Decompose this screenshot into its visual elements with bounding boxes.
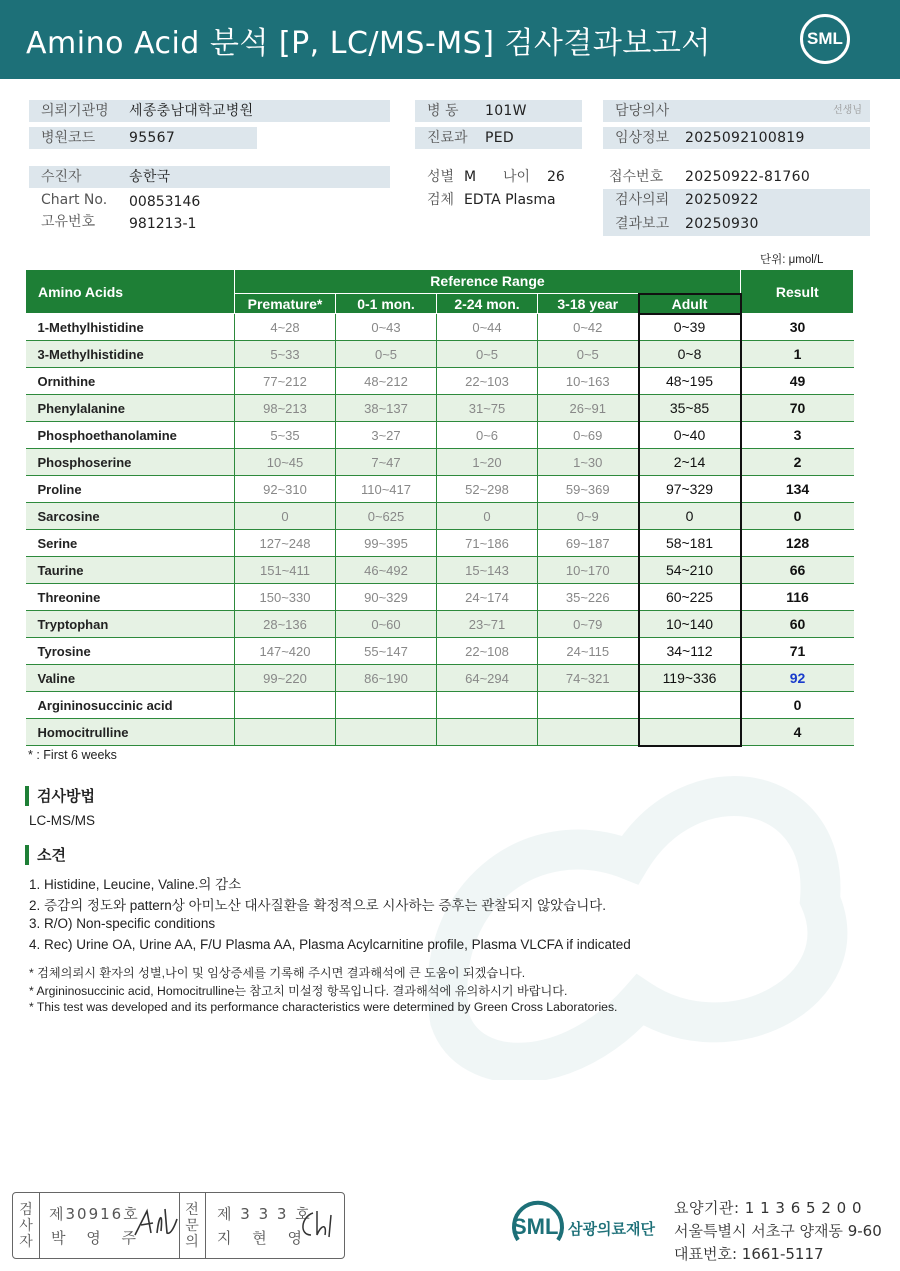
finding-line: 4. Rec) Urine OA, Urine AA, F/U Plasma AA, Plasma Acylcarnitine profile, Plasma VLCFA if indicated — [29, 937, 631, 952]
request-value: 20250922 — [685, 192, 759, 208]
clinical-value: 2025092100819 — [685, 130, 805, 146]
amino-acid-name: Phosphoethanolamine — [26, 422, 235, 449]
request-report-field — [603, 189, 870, 236]
examiner-name: 박 영 주 — [51, 1229, 145, 1247]
table-row — [26, 476, 854, 503]
findings-title: 소견 — [25, 845, 66, 865]
reference-range-cell — [235, 719, 336, 746]
result-cell: 49 — [741, 368, 854, 395]
reference-range-cell: 46~492 — [336, 557, 437, 584]
institution-field — [29, 100, 390, 122]
header-amino-acids: Amino Acids — [26, 270, 235, 314]
reference-range-cell — [437, 692, 538, 719]
reference-range-cell: 4~28 — [235, 314, 336, 341]
result-cell: 60 — [741, 611, 854, 638]
amino-acid-name: Valine — [26, 665, 235, 692]
doctor-field — [603, 100, 870, 122]
reference-range-cell: 99~220 — [235, 665, 336, 692]
amino-acid-name: Threonine — [26, 584, 235, 611]
reference-range-cell: 0~44 — [437, 314, 538, 341]
result-cell: 30 — [741, 314, 854, 341]
request-label: 검사의뢰 — [615, 192, 670, 208]
unique-label: 고유번호 — [41, 214, 96, 230]
report-label: 결과보고 — [615, 216, 670, 232]
adult-range-cell: 35~85 — [639, 395, 741, 422]
age-value: 26 — [547, 169, 565, 185]
table-row — [26, 395, 854, 422]
chart-value: 00853146 — [129, 194, 201, 210]
finding-line: 3. R/O) Non-specific conditions — [29, 916, 216, 931]
result-cell: 92 — [741, 665, 854, 692]
reference-range-cell: 0~42 — [538, 314, 639, 341]
finding-line: 1. Histidine, Leucine, Valine.의 감소 — [29, 877, 242, 892]
reference-range-cell: 151~411 — [235, 557, 336, 584]
reference-range-cell: 127~248 — [235, 530, 336, 557]
result-cell: 0 — [741, 503, 854, 530]
header-0-1-mon: 0-1 mon. — [336, 294, 437, 314]
examiner-label: 검 사 자 — [19, 1201, 33, 1250]
examiner-number: 제30916호 — [49, 1205, 140, 1223]
org-logo — [510, 1200, 660, 1256]
amino-acid-name: Argininosuccinic acid — [26, 692, 235, 719]
chart-label: Chart No. — [41, 192, 108, 208]
amino-acid-name: Phosphoserine — [26, 449, 235, 476]
table-row — [26, 584, 854, 611]
dept-value: PED — [485, 130, 514, 146]
specimen-label: 검체 — [427, 192, 455, 208]
org-phone: 대표번호: 1661-5117 — [674, 1245, 824, 1263]
reference-range-cell: 0~5 — [336, 341, 437, 368]
org-logo-mark: SML — [512, 1214, 559, 1239]
reference-range-cell: 10~163 — [538, 368, 639, 395]
adult-range-cell: 0~40 — [639, 422, 741, 449]
result-cell: 70 — [741, 395, 854, 422]
table-row — [26, 611, 854, 638]
reference-range-cell: 64~294 — [437, 665, 538, 692]
reference-range-cell: 150~330 — [235, 584, 336, 611]
adult-range-cell: 119~336 — [639, 665, 741, 692]
reference-range-cell: 7~47 — [336, 449, 437, 476]
amino-table-body — [26, 314, 854, 746]
reference-range-cell — [235, 692, 336, 719]
reference-range-cell: 24~174 — [437, 584, 538, 611]
signature-box — [12, 1192, 345, 1259]
specialist-signature — [295, 1207, 339, 1241]
reference-range-cell: 0~79 — [538, 611, 639, 638]
reference-range-cell — [336, 692, 437, 719]
header-reference-range: Reference Range — [235, 270, 741, 294]
finding-line: 2. 증감의 정도와 pattern상 아미노산 대사질환을 확정적으로 시사하는 증후는 관찰되지 않았습니다. — [29, 898, 607, 913]
reference-range-cell: 92~310 — [235, 476, 336, 503]
ward-label: 병 동 — [427, 103, 459, 119]
result-cell: 1 — [741, 341, 854, 368]
reference-range-cell: 26~91 — [538, 395, 639, 422]
result-cell: 4 — [741, 719, 854, 746]
reference-range-cell: 0~60 — [336, 611, 437, 638]
adult-range-cell: 10~140 — [639, 611, 741, 638]
age-label: 나이 — [503, 169, 531, 185]
reference-range-cell: 5~33 — [235, 341, 336, 368]
org-code: 요양기관: 1 1 3 6 5 2 0 0 — [674, 1199, 863, 1217]
institution-value: 세종충남대학교병원 — [129, 103, 254, 119]
reference-range-cell: 0 — [437, 503, 538, 530]
reference-range-cell: 1~30 — [538, 449, 639, 476]
method-text: LC-MS/MS — [29, 813, 96, 828]
table-row — [26, 557, 854, 584]
reference-range-cell: 71~186 — [437, 530, 538, 557]
reference-range-cell: 52~298 — [437, 476, 538, 503]
adult-range-cell: 58~181 — [639, 530, 741, 557]
reference-range-cell: 23~71 — [437, 611, 538, 638]
adult-range-cell — [639, 719, 741, 746]
amino-acid-name: Proline — [26, 476, 235, 503]
doctor-label: 담당의사 — [615, 103, 670, 119]
reference-range-cell: 31~75 — [437, 395, 538, 422]
reference-range-cell: 0 — [235, 503, 336, 530]
doctor-suffix: 선생님 — [833, 105, 862, 116]
header-3-18-year: 3-18 year — [538, 294, 639, 314]
result-cell: 0 — [741, 692, 854, 719]
reference-range-cell: 10~45 — [235, 449, 336, 476]
reference-range-cell: 22~103 — [437, 368, 538, 395]
reference-range-cell: 0~5 — [538, 341, 639, 368]
patient-value: 송한국 — [129, 169, 171, 185]
reference-range-cell: 38~137 — [336, 395, 437, 422]
amino-acid-name: 1-Methylhistidine — [26, 314, 235, 341]
header-result: Result — [741, 270, 854, 314]
reference-range-cell: 59~369 — [538, 476, 639, 503]
patient-label: 수진자 — [41, 169, 82, 185]
reference-range-cell — [437, 719, 538, 746]
clinical-field — [603, 127, 870, 149]
amino-acid-name: Homocitrulline — [26, 719, 235, 746]
table-row — [26, 530, 854, 557]
reference-range-cell: 0~43 — [336, 314, 437, 341]
amino-acid-table — [25, 269, 854, 747]
amino-acid-name: Ornithine — [26, 368, 235, 395]
sex-value: M — [464, 169, 477, 185]
amino-acid-name: Tyrosine — [26, 638, 235, 665]
reference-range-cell — [538, 692, 639, 719]
amino-acid-name: Taurine — [26, 557, 235, 584]
header-premature: Premature* — [235, 294, 336, 314]
adult-range-cell: 60~225 — [639, 584, 741, 611]
hospital-code-value: 95567 — [129, 130, 176, 146]
reference-range-cell: 55~147 — [336, 638, 437, 665]
receipt-value: 20250922-81760 — [685, 169, 811, 185]
reference-range-cell: 10~170 — [538, 557, 639, 584]
result-cell: 128 — [741, 530, 854, 557]
premature-footnote: * : First 6 weeks — [28, 748, 117, 762]
table-row — [26, 314, 854, 341]
reference-range-cell — [538, 719, 639, 746]
sex-label: 성별 — [427, 169, 455, 185]
header-adult: Adult — [639, 294, 741, 314]
specialist-number: 제 3 3 3 호 — [217, 1205, 312, 1223]
reference-range-cell: 74~321 — [538, 665, 639, 692]
reference-range-cell — [336, 719, 437, 746]
reference-range-cell: 5~35 — [235, 422, 336, 449]
reference-range-cell: 48~212 — [336, 368, 437, 395]
adult-range-cell: 48~195 — [639, 368, 741, 395]
reference-range-cell: 0~9 — [538, 503, 639, 530]
header-2-24-mon: 2-24 mon. — [437, 294, 538, 314]
sml-logo: SML — [800, 14, 850, 64]
hospital-code-field — [29, 127, 257, 149]
amino-acid-name: Sarcosine — [26, 503, 235, 530]
table-row — [26, 368, 854, 395]
table-row — [26, 341, 854, 368]
note-line: * Argininosuccinic acid, Homocitrulline는 참고치 미설정 항목입니다. 결과해석에 유의하시기 바랍니다. — [29, 984, 568, 998]
reference-range-cell: 3~27 — [336, 422, 437, 449]
method-title: 검사방법 — [25, 786, 95, 806]
report-title: Amino Acid 분석 [P, LC/MS-MS] 검사결과보고서 — [26, 26, 711, 61]
ward-value: 101W — [485, 103, 527, 119]
table-row — [26, 503, 854, 530]
amino-acid-name: Phenylalanine — [26, 395, 235, 422]
reference-range-cell: 99~395 — [336, 530, 437, 557]
reference-range-cell: 15~143 — [437, 557, 538, 584]
unit-label: 단위: μmol/L — [760, 254, 824, 266]
reference-range-cell: 147~420 — [235, 638, 336, 665]
adult-range-cell: 97~329 — [639, 476, 741, 503]
reference-range-cell: 69~187 — [538, 530, 639, 557]
specimen-value: EDTA Plasma — [464, 192, 556, 208]
adult-range-cell: 0~39 — [639, 314, 741, 341]
receipt-label: 접수번호 — [609, 169, 664, 185]
reference-range-cell: 0~5 — [437, 341, 538, 368]
specialist-label: 전 문 의 — [185, 1201, 199, 1250]
dept-field — [415, 127, 582, 149]
note-line: * 검체의뢰시 환자의 성별,나이 및 임상증세를 기록해 주시면 결과해석에 큰 도움이 되겠습니다. — [29, 966, 526, 980]
dept-label: 진료과 — [427, 130, 468, 146]
table-row — [26, 692, 854, 719]
adult-range-cell: 0~8 — [639, 341, 741, 368]
reference-range-cell: 1~20 — [437, 449, 538, 476]
ward-field — [415, 100, 582, 122]
result-cell: 116 — [741, 584, 854, 611]
result-cell: 3 — [741, 422, 854, 449]
hospital-code-label: 병원코드 — [41, 130, 96, 146]
table-row — [26, 449, 854, 476]
reference-range-cell: 98~213 — [235, 395, 336, 422]
result-cell: 71 — [741, 638, 854, 665]
reference-range-cell: 90~329 — [336, 584, 437, 611]
table-row — [26, 638, 854, 665]
amino-acid-name: 3-Methylhistidine — [26, 341, 235, 368]
result-cell: 2 — [741, 449, 854, 476]
reference-range-cell: 0~625 — [336, 503, 437, 530]
adult-range-cell: 34~112 — [639, 638, 741, 665]
note-line: * This test was developed and its performance characteristics were determined by Green Cross Laboratories. — [29, 1000, 618, 1014]
table-row — [26, 719, 854, 746]
report-header — [0, 0, 900, 79]
clinical-label: 임상정보 — [615, 130, 670, 146]
patient-field — [29, 166, 390, 188]
reference-range-cell: 24~115 — [538, 638, 639, 665]
specialist-name: 지 현 영 — [217, 1229, 311, 1247]
result-cell: 134 — [741, 476, 854, 503]
reference-range-cell: 0~6 — [437, 422, 538, 449]
reference-range-cell: 86~190 — [336, 665, 437, 692]
adult-range-cell: 54~210 — [639, 557, 741, 584]
reference-range-cell: 28~136 — [235, 611, 336, 638]
watermark-logo — [390, 700, 870, 1080]
org-address: 서울특별시 서초구 양재동 9-60 — [674, 1222, 882, 1240]
amino-acid-name: Tryptophan — [26, 611, 235, 638]
institution-label: 의뢰기관명 — [41, 103, 109, 119]
adult-range-cell — [639, 692, 741, 719]
reference-range-cell: 110~417 — [336, 476, 437, 503]
unique-value: 981213-1 — [129, 216, 197, 232]
reference-range-cell: 0~69 — [538, 422, 639, 449]
table-row — [26, 665, 854, 692]
amino-acid-name: Serine — [26, 530, 235, 557]
reference-range-cell: 22~108 — [437, 638, 538, 665]
org-name: 삼광의료재단 — [568, 1220, 655, 1238]
adult-range-cell: 0 — [639, 503, 741, 530]
report-value: 20250930 — [685, 216, 759, 232]
adult-range-cell: 2~14 — [639, 449, 741, 476]
reference-range-cell: 35~226 — [538, 584, 639, 611]
table-row — [26, 422, 854, 449]
reference-range-cell: 77~212 — [235, 368, 336, 395]
examiner-signature — [131, 1205, 181, 1241]
result-cell: 66 — [741, 557, 854, 584]
